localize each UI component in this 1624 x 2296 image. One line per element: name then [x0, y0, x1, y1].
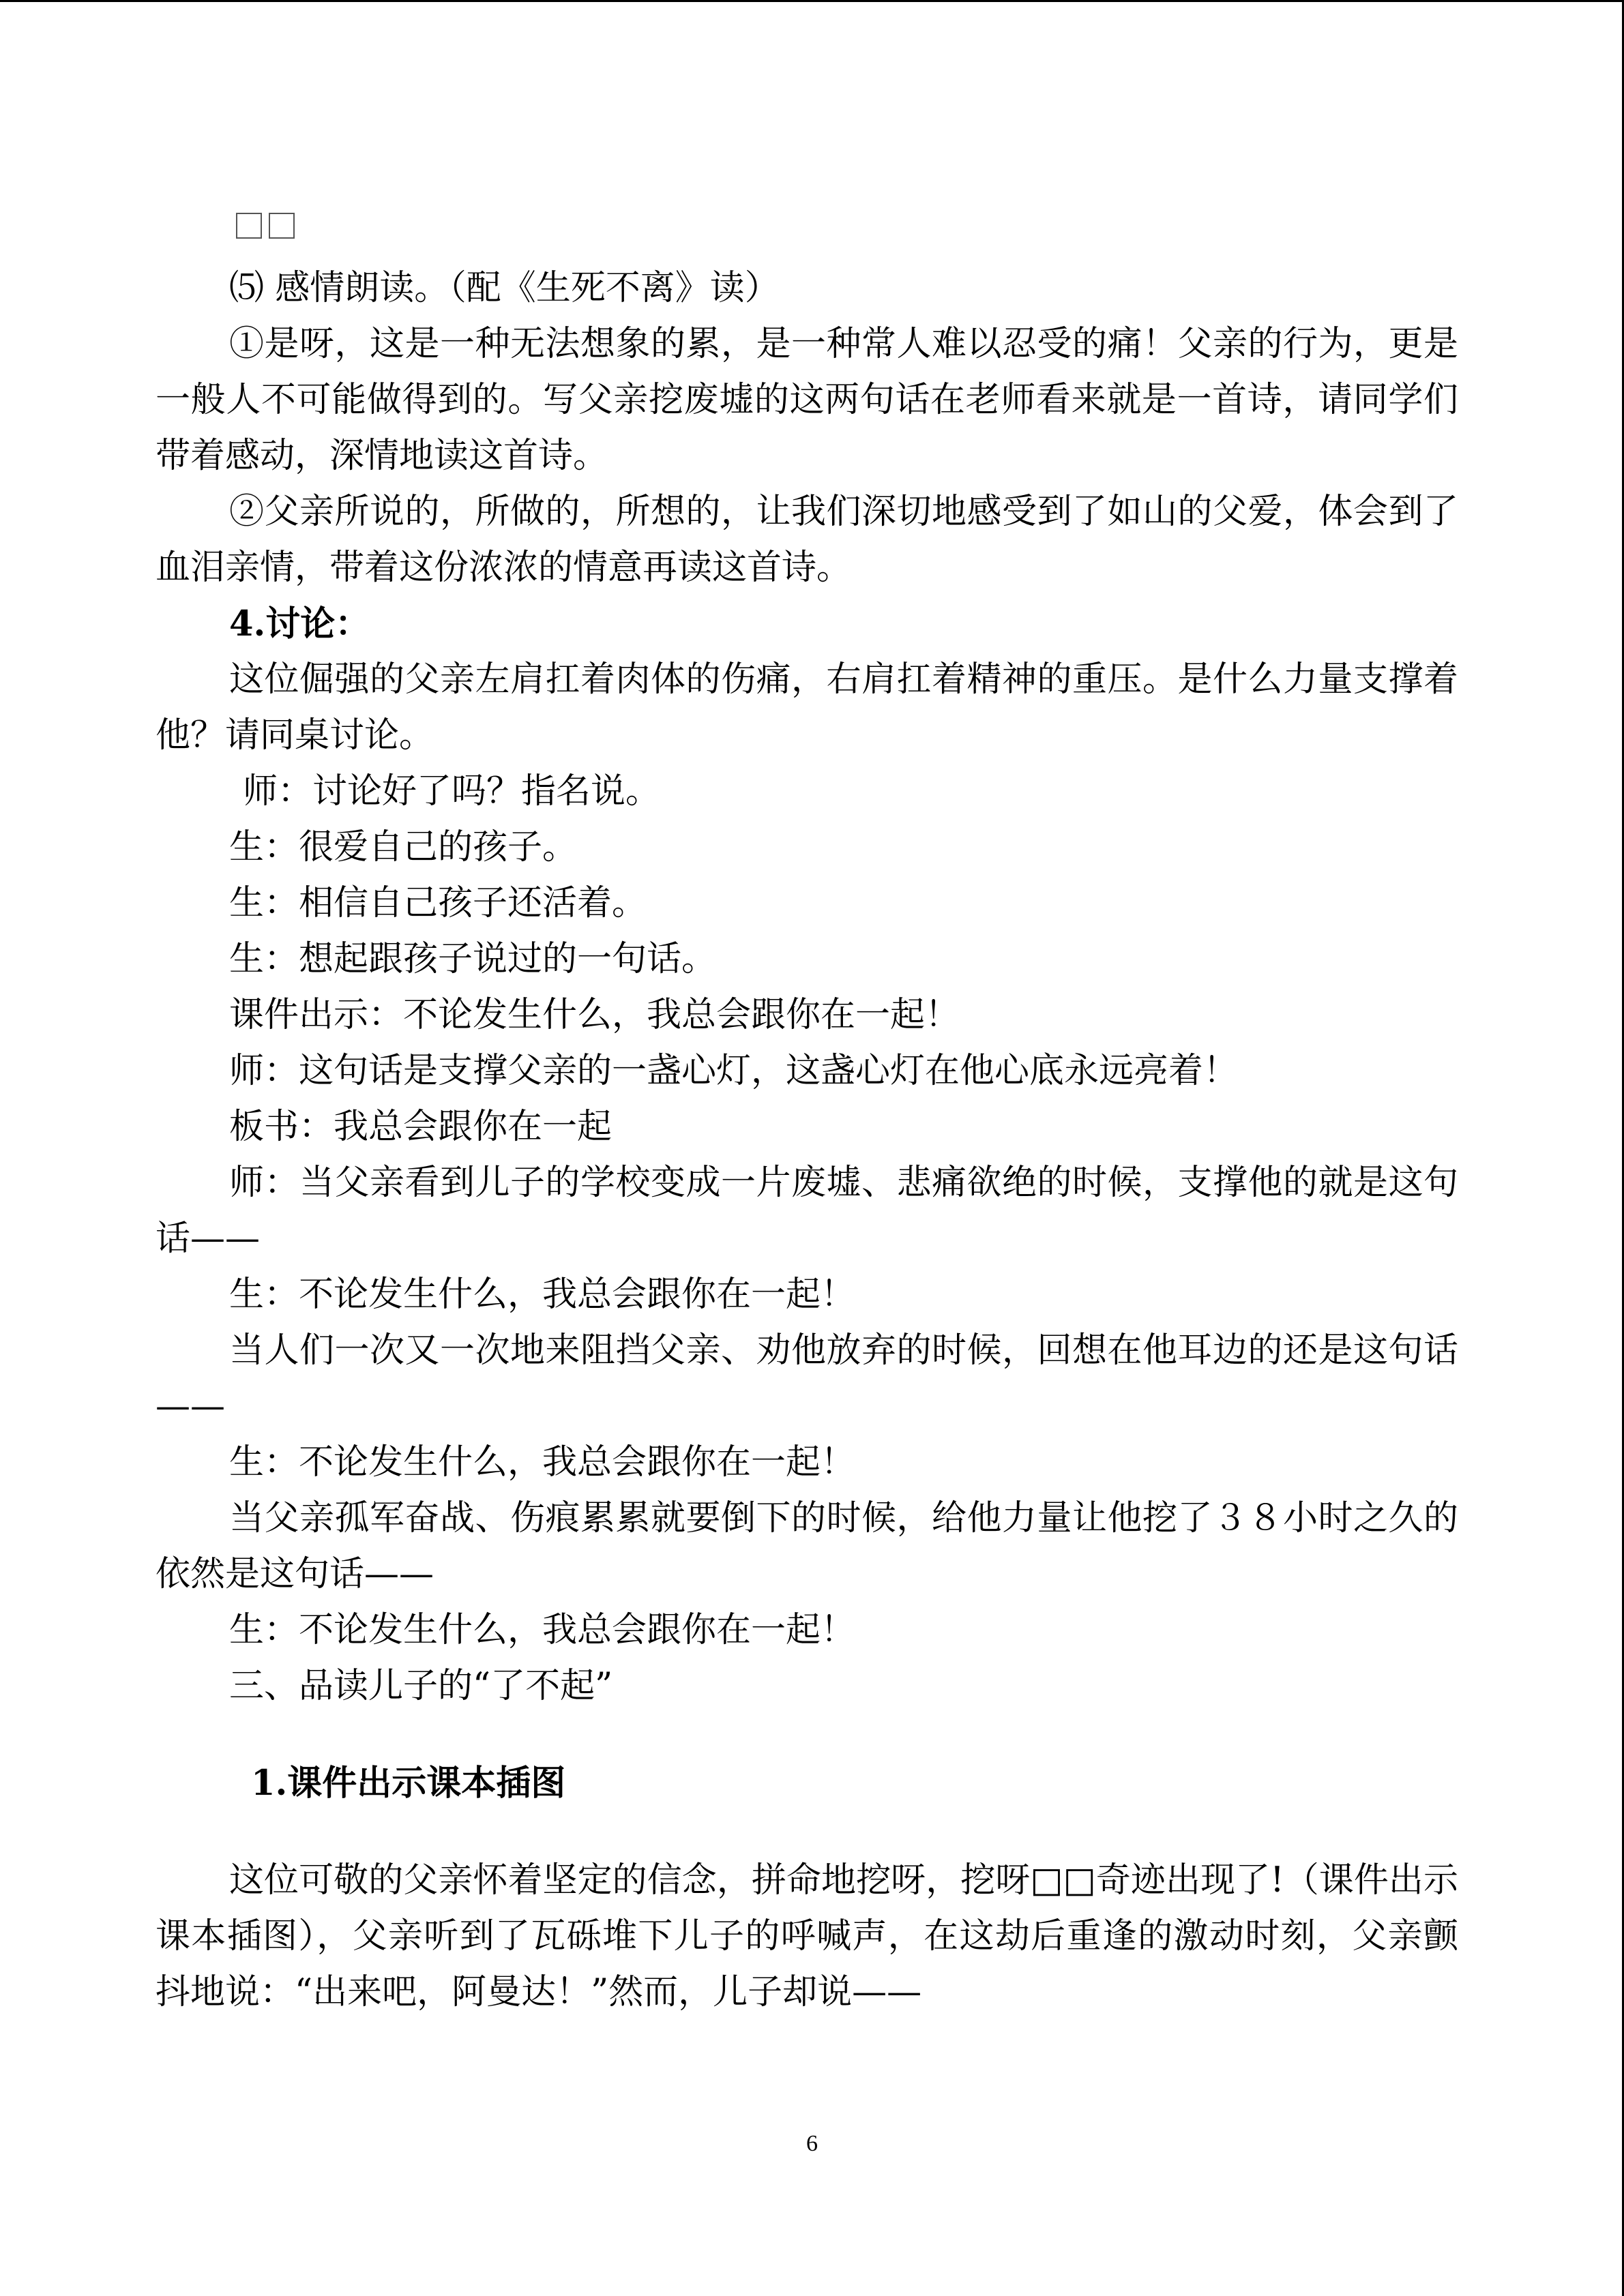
spacer [156, 1714, 1458, 1755]
dialogue-line: 生：不论发生什么，我总会跟你在一起！ [229, 1274, 856, 1315]
section-heading: 三、品读儿子的“了不起” [229, 1666, 613, 1706]
paragraph: ①是呀，这是一种无法想象的累，是一种常人难以忍受的痛！父亲的行为，更是一般人不可能做得到的。写父亲挖废墟的这两句话在老师看来就是一首诗，请同学们带着感动，深情地读这首诗。 [156, 324, 1458, 476]
section-heading: 4.讨论： [229, 603, 370, 644]
page-border-top [0, 0, 1624, 2]
paragraph: ②父亲所说的，所做的，所想的，让我们深切地感受到了如山的父爱，体会到了血泪亲情，带着这份浓浓的情意再读这首诗。 [156, 492, 1458, 588]
spacer [156, 1812, 1458, 1853]
dialogue-line: 师：当父亲看到儿子的学校变成一片废墟、悲痛欲绝的时候，支撑他的就是这句话—— [156, 1163, 1458, 1259]
empty-box-icon [236, 213, 262, 239]
dialogue-line: 师：讨论好了吗？指名说。 [243, 771, 661, 811]
dialogue-line: 生：相信自己孩子还活着。 [229, 883, 647, 923]
dialogue-line: 生：不论发生什么，我总会跟你在一起！ [229, 1610, 856, 1650]
dialogue-line: 生：想起跟孩子说过的一句话。 [229, 939, 717, 979]
subsection-heading-text: 1.课件出示课本插图 [251, 1763, 566, 1804]
subsection-heading [156, 1755, 1458, 1812]
page-number: 6 [806, 2131, 818, 2156]
paragraph: 当父亲孤军奋战、伤痕累累就要倒下的时候，给他力量让他挖了３８小时之久的依然是这句话—— [156, 1498, 1458, 1594]
dialogue-line: 板书：我总会跟你在一起 [229, 1107, 612, 1147]
paragraph: ⑸ 感情朗读。（配《生死不离》读） [229, 268, 780, 308]
dialogue-line: 生：不论发生什么，我总会跟你在一起！ [229, 1442, 856, 1482]
placeholder-boxes [156, 205, 1458, 260]
paragraph: 这位可敬的父亲怀着坚定的信念，拼命地挖呀，挖呀□□奇迹出现了!（课件出示课本插图），父亲听到了瓦砾堆下儿子的呼喊声，在这劫后重逢的激动时刻，父亲颤抖地说：“出来吧，阿曼达！”然而，儿子却说—— [156, 1860, 1458, 2012]
dialogue-line: 师：这句话是支撑父亲的一盏心灯，这盏心灯在他心底永远亮着！ [229, 1051, 1239, 1091]
dialogue-line: 生：很爱自己的孩子。 [229, 827, 578, 867]
dialogue-line: 课件出示：不论发生什么，我总会跟你在一起！ [229, 995, 960, 1035]
document-body [156, 205, 1458, 2021]
paragraph: 这位倔强的父亲左肩扛着肉体的伤痛，右肩扛着精神的重压。是什么力量支撑着他？请同桌讨论。 [156, 659, 1458, 756]
empty-box-icon [269, 213, 295, 239]
paragraph: 当人们一次又一次地来阻挡父亲、劝他放弃的时候，回想在他耳边的还是这句话—— [156, 1330, 1458, 1427]
